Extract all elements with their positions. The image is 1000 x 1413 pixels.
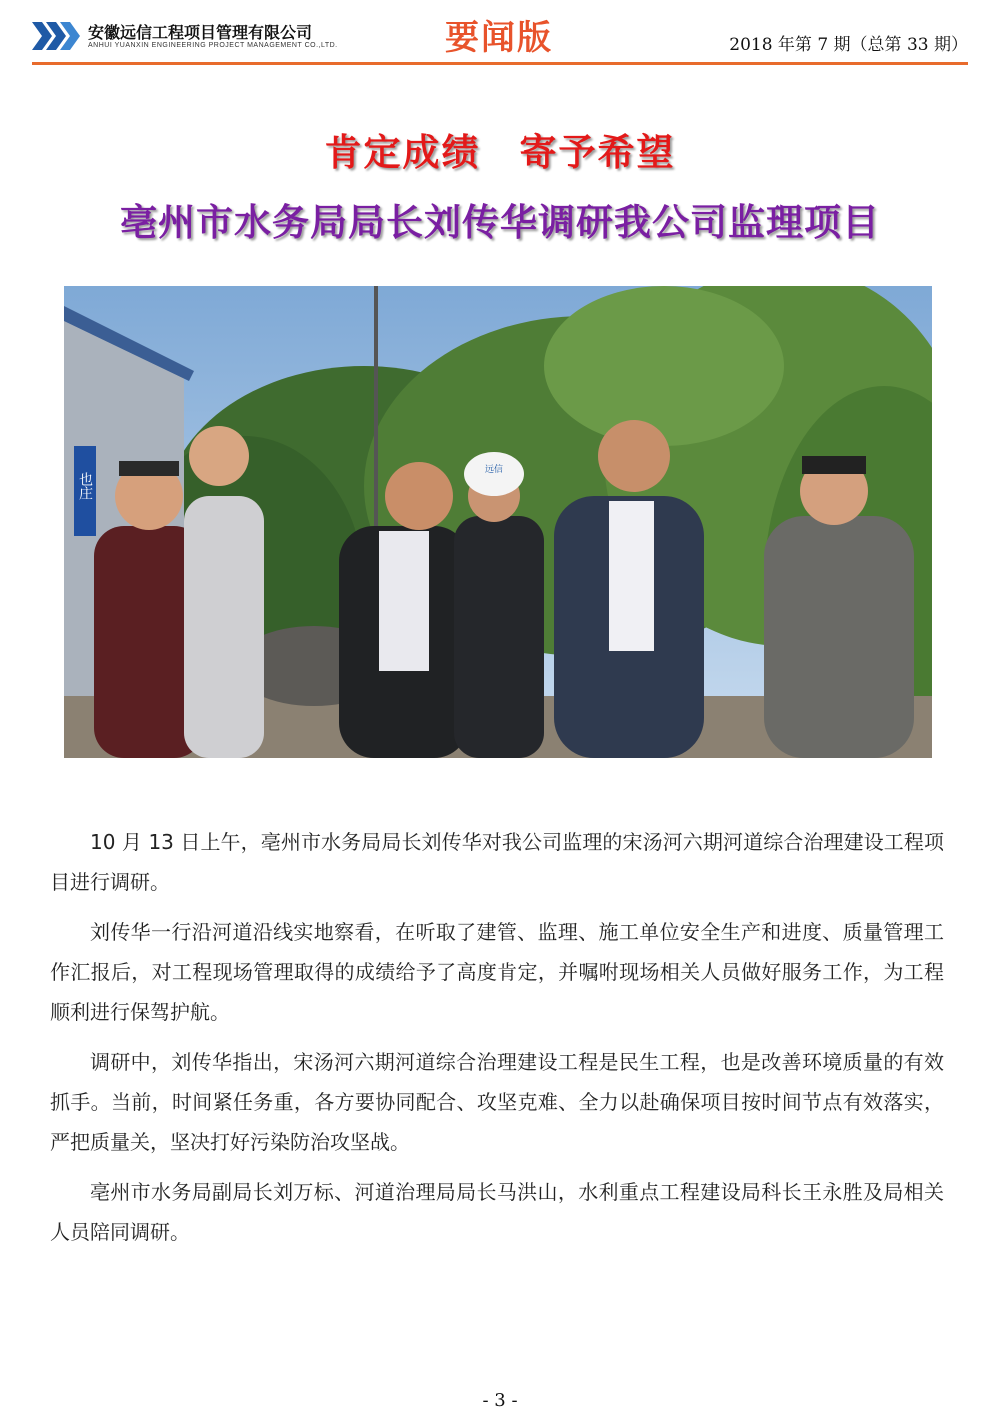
article-paragraph: 刘传华一行沿河道沿线实地察看，在听取了建管、监理、施工单位安全生产和进度、质量管理工作汇报后，对工程现场管理取得的成绩给予了高度肯定，并嘱咐现场相关人员做好服务工作，为工程顺利进行保驾护航。 — [50, 920, 944, 1024]
helmet-logo-text: 远信 — [484, 465, 504, 475]
headline-main: 肯定成绩 寄予希望 — [324, 131, 676, 174]
village-sign-text: 也庄 — [77, 472, 93, 500]
page-number: - 3 - — [482, 1390, 518, 1411]
company-logo-icon — [32, 22, 82, 50]
company-name-english: ANHUI YUANXIN ENGINEERING PROJECT MANAGEMENT CO.,LTD. — [88, 42, 338, 49]
header-divider — [32, 62, 968, 65]
issue-number: 2018 年第 7 期（总第 33 期） — [729, 35, 968, 55]
company-name: 安徽远信工程项目管理有限公司 — [88, 23, 313, 42]
page-header — [0, 0, 1000, 64]
article-paragraph: 10 月 13 日上午，亳州市水务局局长刘传华对我公司监理的宋汤河六期河道综合治理建设工程项目进行调研。 — [50, 830, 944, 894]
article-paragraph: 调研中，刘传华指出，宋汤河六期河道综合治理建设工程是民生工程，也是改善环境质量的有效抓手。当前，时间紧任务重，各方要协同配合、攻坚克难、全力以赴确保项目按时间节点有效落实，严把质量关，坚决打好污染防治攻坚战。 — [50, 1050, 944, 1154]
site-visit-photo — [64, 286, 932, 758]
article-paragraph: 亳州市水务局副局长刘万标、河道治理局局长马洪山，水利重点工程建设局科长王永胜及局相关人员陪同调研。 — [50, 1180, 944, 1244]
section-title: 要闻版 — [445, 18, 553, 58]
headline-sub: 亳州市水务局局长刘传华调研我公司监理项目 — [120, 201, 880, 244]
article-body — [50, 822, 944, 1262]
